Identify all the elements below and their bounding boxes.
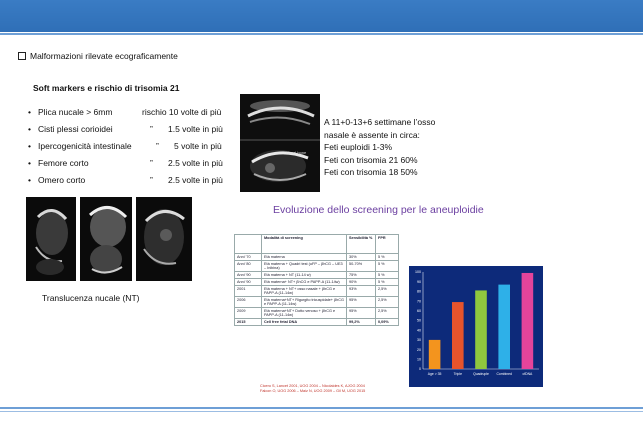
table-cell: 95% [347,308,376,319]
nt-scan-art [26,197,76,281]
bar [498,285,510,369]
nasal-line: Feti con trisomia 21 60% [324,154,418,165]
table-header-cell: Modalità di screening [262,235,347,254]
bottom-divider [0,407,643,409]
nt-scan-image [136,197,192,281]
table-cell: 2006 [235,297,262,308]
section-heading-text: Malformazioni rilevate ecograficamente [30,51,178,61]
marker-risk: 2.5 volte in più [168,175,223,185]
x-tick-label: Age > 35 [427,372,442,376]
soft-markers-title: Soft markers e rischio di trisomia 21 [33,83,180,93]
table-cell: 2015 [235,319,262,326]
table-header-cell: FPR [376,235,399,254]
nasal-line: nasale è assente in circa: [324,129,420,140]
y-tick-label: 90 [417,279,421,284]
y-tick-label: 80 [417,289,421,294]
checkbox-bullet-icon [18,52,26,60]
table-cell: 0,09% [376,319,399,326]
table-cell: Età materna + Quadri test (uFP – βhCG – UE3 – Inibina) [262,261,347,272]
table-cell: Anni '90 [235,272,262,279]
x-tick-label: Combined [496,372,512,376]
table-cell: Anni '90 [235,279,262,286]
bullet: • [28,158,31,168]
marker-risk: 1.5 volte in più [168,124,223,134]
table-row [235,286,399,297]
top-divider [0,33,643,35]
y-tick-label: 60 [417,309,421,313]
nt-ultrasound-images [26,197,192,281]
reference-line: Falcon O, UOG 2006 – Maiz N, UOG 2009 – Gil M, UOG 2015 [260,389,366,393]
nasal-line: Feti euploidi 1-3% [324,142,393,152]
table-cell: 99,2% [347,319,376,326]
sensitivity-chart-svg [409,266,543,387]
table-row [235,297,399,308]
nasal-bone-text [324,116,435,179]
ditto-mark: ” [150,158,153,168]
nt-scan-image [26,197,76,281]
ditto-mark: ” [150,175,153,185]
screening-table [234,234,399,326]
marker-label: Ipercogenicità intestinale [38,141,132,151]
marker-label: Femore corto [38,158,89,168]
table-cell: 2009 [235,308,262,319]
marker-row [28,138,258,155]
evolution-title: Evoluzione dello screening per le aneuploidie [273,204,484,216]
soft-markers-list [28,104,258,189]
table-cell: 5 % [376,261,399,272]
nt-scan-art [136,197,192,281]
x-tick-label: Quadruple [473,372,489,376]
title-bar [0,0,643,32]
bar [452,302,464,369]
table-row [235,279,399,286]
table-cell: 75% [347,272,376,279]
table-cell: Età materna+ NT+ βhCG e PAPP-A (11-14w) [262,279,347,286]
y-tick-label: 70 [417,299,421,304]
bullet: • [28,175,31,185]
x-tick-label: Triple [453,372,462,376]
bar [429,340,441,369]
bottom-divider-thin [0,411,643,412]
table-row [235,308,399,319]
nasal-line: A 11+0-13+6 settimane l’osso [324,117,436,127]
table-header-cell [235,235,262,254]
table-cell: Anni '70 [235,254,262,261]
table-cell: 90% [347,279,376,286]
table-cell: Età materna+NT+ Dotto venoso + βhCG e PAPP-A (11-14w) [262,308,347,319]
marker-label: Plica nucale > 6mm [38,107,113,117]
table-row [235,254,399,261]
table-cell: 93% [347,286,376,297]
table-cell: Anni '80 [235,261,262,272]
y-tick-label: 100 [415,270,421,275]
y-tick-label: 20 [417,347,421,352]
sensitivity-chart [409,266,543,387]
ultrasound-nasal-bone-art [240,94,320,192]
table-cell: 30% [347,254,376,261]
table-cell: Età materna [262,254,347,261]
x-tick-label: cfDNA [522,372,533,376]
y-tick-label: 0 [419,367,421,372]
marker-row [28,172,258,189]
table-cell: 2,5% [376,308,399,319]
table-cell: 5 % [376,254,399,261]
marker-risk: 5 volte in più [174,141,222,151]
y-tick-label: 40 [417,328,421,333]
table-cell: 2,5% [376,297,399,308]
y-tick-label: 10 [417,357,421,362]
table-cell: 50-70% [347,261,376,272]
table-cell: Età materna + NT+ osso nasale + βhCG e PAPP-A (11-14w) [262,286,347,297]
table-cell: 95% [347,297,376,308]
nasal-bone-caption: Nasal bone [286,150,307,155]
ditto-mark: ” [150,124,153,134]
y-tick-label: 50 [417,318,421,323]
marker-row [28,104,258,121]
marker-row [28,121,258,138]
nt-scan-art [80,197,132,281]
marker-row [28,155,258,172]
bullet: • [28,124,31,134]
table-cell: Cell free fetal DNA [262,319,347,326]
y-tick-label: 30 [417,338,421,343]
table-row [235,319,399,326]
table-cell: 5 % [376,272,399,279]
table-row [235,272,399,279]
bullet: • [28,141,31,151]
table-header-cell: Sensibilità % [347,235,376,254]
table-header-row [235,235,399,254]
marker-risk: rischio 10 volte di più [142,107,222,117]
bullet: • [28,107,31,117]
nt-caption: Translucenza nucale (NT) [42,293,140,303]
bar [522,273,534,369]
table-cell: 2001 [235,286,262,297]
section-heading [18,51,178,61]
marker-label: Omero corto [38,175,86,185]
ditto-mark: ” [156,141,159,151]
table-cell: Età materna+NT+ Rigurgito tricuspidale+ βhCG e PAPP-A (11-14w) [262,297,347,308]
references [260,384,365,394]
marker-risk: 2.5 volte in più [168,158,223,168]
table-row [235,261,399,272]
nasal-line: Feti con trisomia 18 50% [324,167,418,177]
table-cell: Età materna + NT (11-14 w) [262,272,347,279]
marker-label: Cisti plessi corioidei [38,124,113,134]
table-cell: 5 % [376,279,399,286]
table-cell: 2,5% [376,286,399,297]
ultrasound-nasal-bone-image [240,94,320,192]
bar [475,290,487,369]
nt-scan-image [80,197,132,281]
reference-line: Cicero S, Lancet 2001, UOG 2004 – Nicolaides K, AJOG 2004 [260,384,365,388]
